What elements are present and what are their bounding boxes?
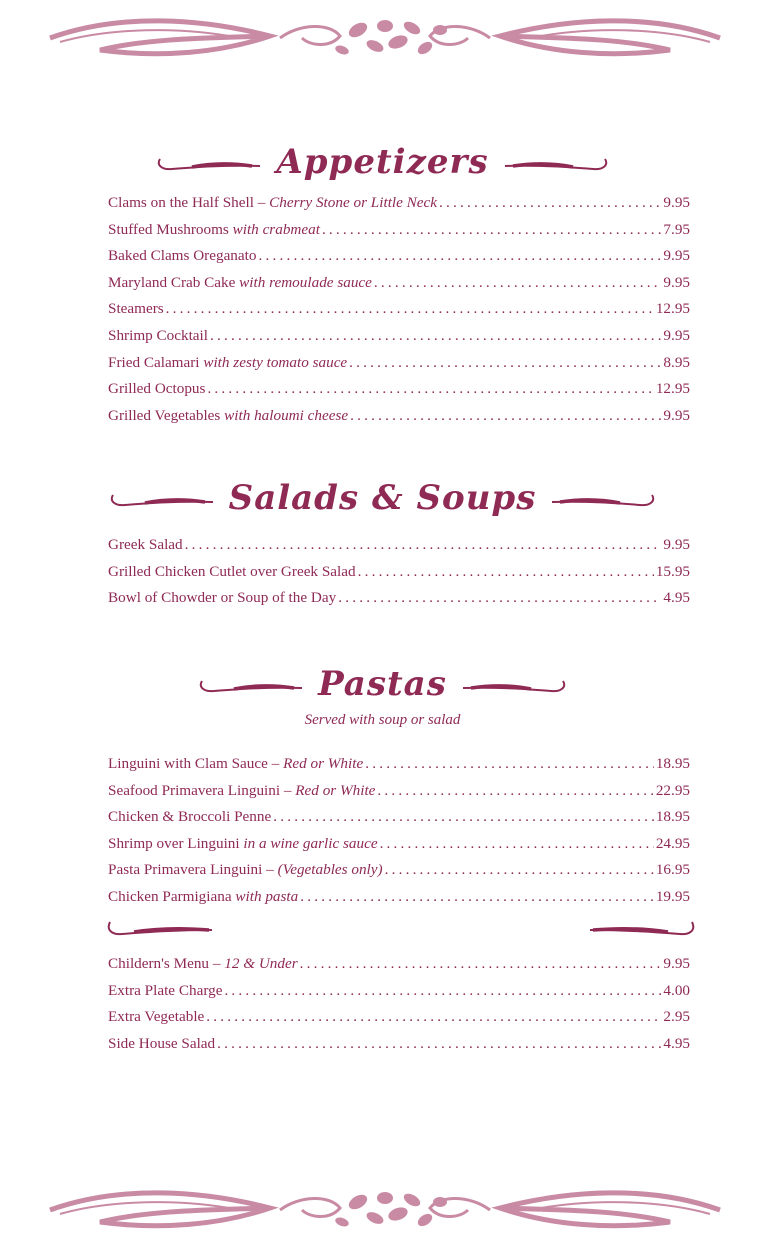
dot-leader xyxy=(358,563,654,581)
menu-item-name: Bowl of Chowder or Soup of the Day xyxy=(108,589,337,607)
menu-item-name: Chicken Parmigiana xyxy=(108,887,236,905)
menu-item-note: with haloumi cheese xyxy=(224,406,349,424)
menu-item-name: Shrimp over Linguini xyxy=(108,834,244,852)
section-heading-salads-soups xyxy=(0,478,765,518)
menu-item-name: Greek Salad xyxy=(108,536,183,553)
menu-item-label xyxy=(108,888,298,906)
menu-item-name: Extra Vegetable xyxy=(108,1008,205,1026)
menu-item-name: Stuffed Mushrooms xyxy=(108,220,233,238)
dot-leader xyxy=(224,982,661,1000)
menu-item-note: (Vegetables only) xyxy=(277,861,383,879)
menu-item-note: Red or White xyxy=(295,781,376,799)
menu-item-name: Seafood Primavera Linguini – xyxy=(108,781,296,799)
dot-leader xyxy=(206,1008,661,1026)
menu-item-row xyxy=(108,782,690,809)
menu-item-label xyxy=(108,300,164,318)
menu-item-name: Steamers xyxy=(108,300,164,318)
menu-item-row xyxy=(108,808,690,835)
menu-item-price: 12.95 xyxy=(655,380,690,398)
menu-item-row xyxy=(108,1035,690,1062)
menu-item-label xyxy=(108,835,378,853)
menu-item-price: 24.95 xyxy=(655,834,690,852)
dot-leader xyxy=(380,835,654,853)
menu-item-label xyxy=(108,755,363,773)
menu-item-note: with crabmeat xyxy=(232,220,320,238)
menu-item-note: Red or White xyxy=(283,755,364,772)
swash-right-icon xyxy=(550,487,660,509)
menu-item-name: Maryland Crab Cake xyxy=(108,273,240,291)
menu-item-row xyxy=(108,407,690,434)
dot-leader xyxy=(322,221,661,239)
menu-item-label xyxy=(108,221,320,239)
menu-item-name: Pasta Primavera Linguini – xyxy=(108,861,278,879)
swash-left-icon xyxy=(194,673,304,695)
menu-item-label xyxy=(108,982,222,1000)
menu-item-name: Grilled Chicken Cutlet over Greek Salad xyxy=(108,562,356,580)
dot-leader xyxy=(185,536,662,554)
menu-item-row xyxy=(108,755,690,782)
menu-item-note: with zesty tomato sauce xyxy=(203,353,348,371)
dot-leader xyxy=(300,888,654,906)
dot-leader xyxy=(300,955,662,973)
menu-item-name: Grilled Vegetables xyxy=(108,406,225,424)
menu-item-name: Fried Calamari xyxy=(108,353,204,371)
menu-item-label xyxy=(108,327,208,345)
menu-item-price: 4.95 xyxy=(663,589,690,607)
dot-leader xyxy=(349,354,661,372)
swash-left-icon xyxy=(105,487,215,509)
menu-item-price: 9.95 xyxy=(663,406,690,424)
menu-item-label xyxy=(108,194,437,212)
menu-item-note: Cherry Stone or Little Neck xyxy=(269,194,438,211)
menu-item-label xyxy=(108,808,271,826)
menu-item-label xyxy=(108,1008,204,1026)
pastas-title: Pastas xyxy=(318,664,447,704)
salads-soups-title: Salads & Soups xyxy=(228,478,537,518)
menu-item-name: Chicken & Broccoli Penne xyxy=(108,808,272,826)
menu-item-row xyxy=(108,589,690,616)
menu-item-label xyxy=(108,563,356,581)
menu-item-label xyxy=(108,247,256,265)
menu-item-price: 12.95 xyxy=(655,300,690,318)
pastas-list xyxy=(108,755,690,915)
menu-item-price: 18.95 xyxy=(655,755,690,772)
dot-leader xyxy=(273,808,654,826)
menu-item-note: 12 & Under xyxy=(224,955,298,972)
menu-item-price: 9.95 xyxy=(663,247,690,265)
menu-item-label xyxy=(108,589,336,607)
menu-item-price: 9.95 xyxy=(663,273,690,291)
menu-item-price: 16.95 xyxy=(655,861,690,879)
menu-item-label xyxy=(108,274,372,292)
menu-item-price: 7.95 xyxy=(663,220,690,238)
swash-right-icon xyxy=(588,918,698,938)
menu-item-label xyxy=(108,536,183,554)
menu-item-name: Linguini with Clam Sauce – xyxy=(108,755,284,772)
dot-leader xyxy=(166,300,654,318)
dot-leader xyxy=(350,407,661,425)
floral-scroll-ornament-top xyxy=(40,8,730,68)
floral-scroll-ornament-bottom xyxy=(40,1180,730,1240)
menu-item-price: 4.00 xyxy=(663,981,690,999)
menu-item-price: 18.95 xyxy=(655,808,690,826)
section-heading-appetizers xyxy=(0,142,765,182)
menu-item-name: Childern's Menu – xyxy=(108,955,225,972)
menu-item-price: 9.95 xyxy=(663,955,690,972)
section-heading-pastas xyxy=(0,664,765,704)
menu-item-name: Baked Clams Oreganato xyxy=(108,247,257,265)
dot-leader xyxy=(338,589,661,607)
menu-item-row xyxy=(108,563,690,590)
menu-item-row xyxy=(108,888,690,915)
dot-leader xyxy=(374,274,662,292)
appetizers-title: Appetizers xyxy=(276,142,489,182)
menu-item-row xyxy=(108,221,690,248)
menu-item-price: 8.95 xyxy=(663,353,690,371)
menu-item-label xyxy=(108,407,348,425)
menu-item-row xyxy=(108,327,690,354)
menu-item-price: 22.95 xyxy=(655,781,690,799)
menu-item-row xyxy=(108,274,690,301)
menu-item-price: 9.95 xyxy=(663,194,690,211)
menu-item-row xyxy=(108,982,690,1009)
dot-leader xyxy=(210,327,661,345)
menu-item-price: 2.95 xyxy=(663,1008,690,1026)
dot-leader xyxy=(377,782,653,800)
menu-item-name: Shrimp Cocktail xyxy=(108,326,208,344)
menu-item-price: 9.95 xyxy=(663,536,690,553)
menu-item-row xyxy=(108,194,690,221)
menu-item-row xyxy=(108,380,690,407)
menu-item-label xyxy=(108,1035,215,1053)
menu-item-price: 9.95 xyxy=(663,326,690,344)
swash-right-icon xyxy=(461,673,571,695)
menu-item-row xyxy=(108,861,690,888)
menu-item-row xyxy=(108,536,690,563)
salads-soups-list xyxy=(108,536,690,616)
menu-item-price: 19.95 xyxy=(655,887,690,905)
menu-item-name: Side House Salad xyxy=(108,1034,216,1052)
dot-leader xyxy=(217,1035,661,1053)
appetizers-list xyxy=(108,194,690,433)
dot-leader xyxy=(207,380,653,398)
dot-leader xyxy=(258,247,661,265)
menu-item-note: in a wine garlic sauce xyxy=(243,834,378,852)
dot-leader xyxy=(439,194,661,212)
dot-leader xyxy=(385,861,654,879)
swash-left-icon xyxy=(152,151,262,173)
menu-item-note: with remoulade sauce xyxy=(239,273,372,291)
menu-item-name: Grilled Octopus xyxy=(108,380,206,398)
menu-item-row xyxy=(108,300,690,327)
menu-item-price: 4.95 xyxy=(663,1034,690,1052)
swash-left-icon xyxy=(104,918,214,938)
menu-item-note: with pasta xyxy=(235,887,299,905)
menu-item-price: 15.95 xyxy=(655,562,690,580)
menu-item-name: Extra Plate Charge xyxy=(108,981,223,999)
menu-item-row xyxy=(108,835,690,862)
menu-item-label xyxy=(108,354,347,372)
extras-list xyxy=(108,955,690,1061)
swash-right-icon xyxy=(503,151,613,173)
pastas-subtitle: Served with soup or salad xyxy=(304,712,461,728)
menu-item-label xyxy=(108,861,383,879)
menu-item-row xyxy=(108,354,690,381)
dot-leader xyxy=(365,755,654,773)
menu-item-row xyxy=(108,955,690,982)
menu-item-label xyxy=(108,380,205,398)
menu-item-row xyxy=(108,1008,690,1035)
menu-item-label xyxy=(108,782,375,800)
menu-item-row xyxy=(108,247,690,274)
menu-item-label xyxy=(108,955,298,973)
menu-item-name: Clams on the Half Shell – xyxy=(108,194,270,211)
